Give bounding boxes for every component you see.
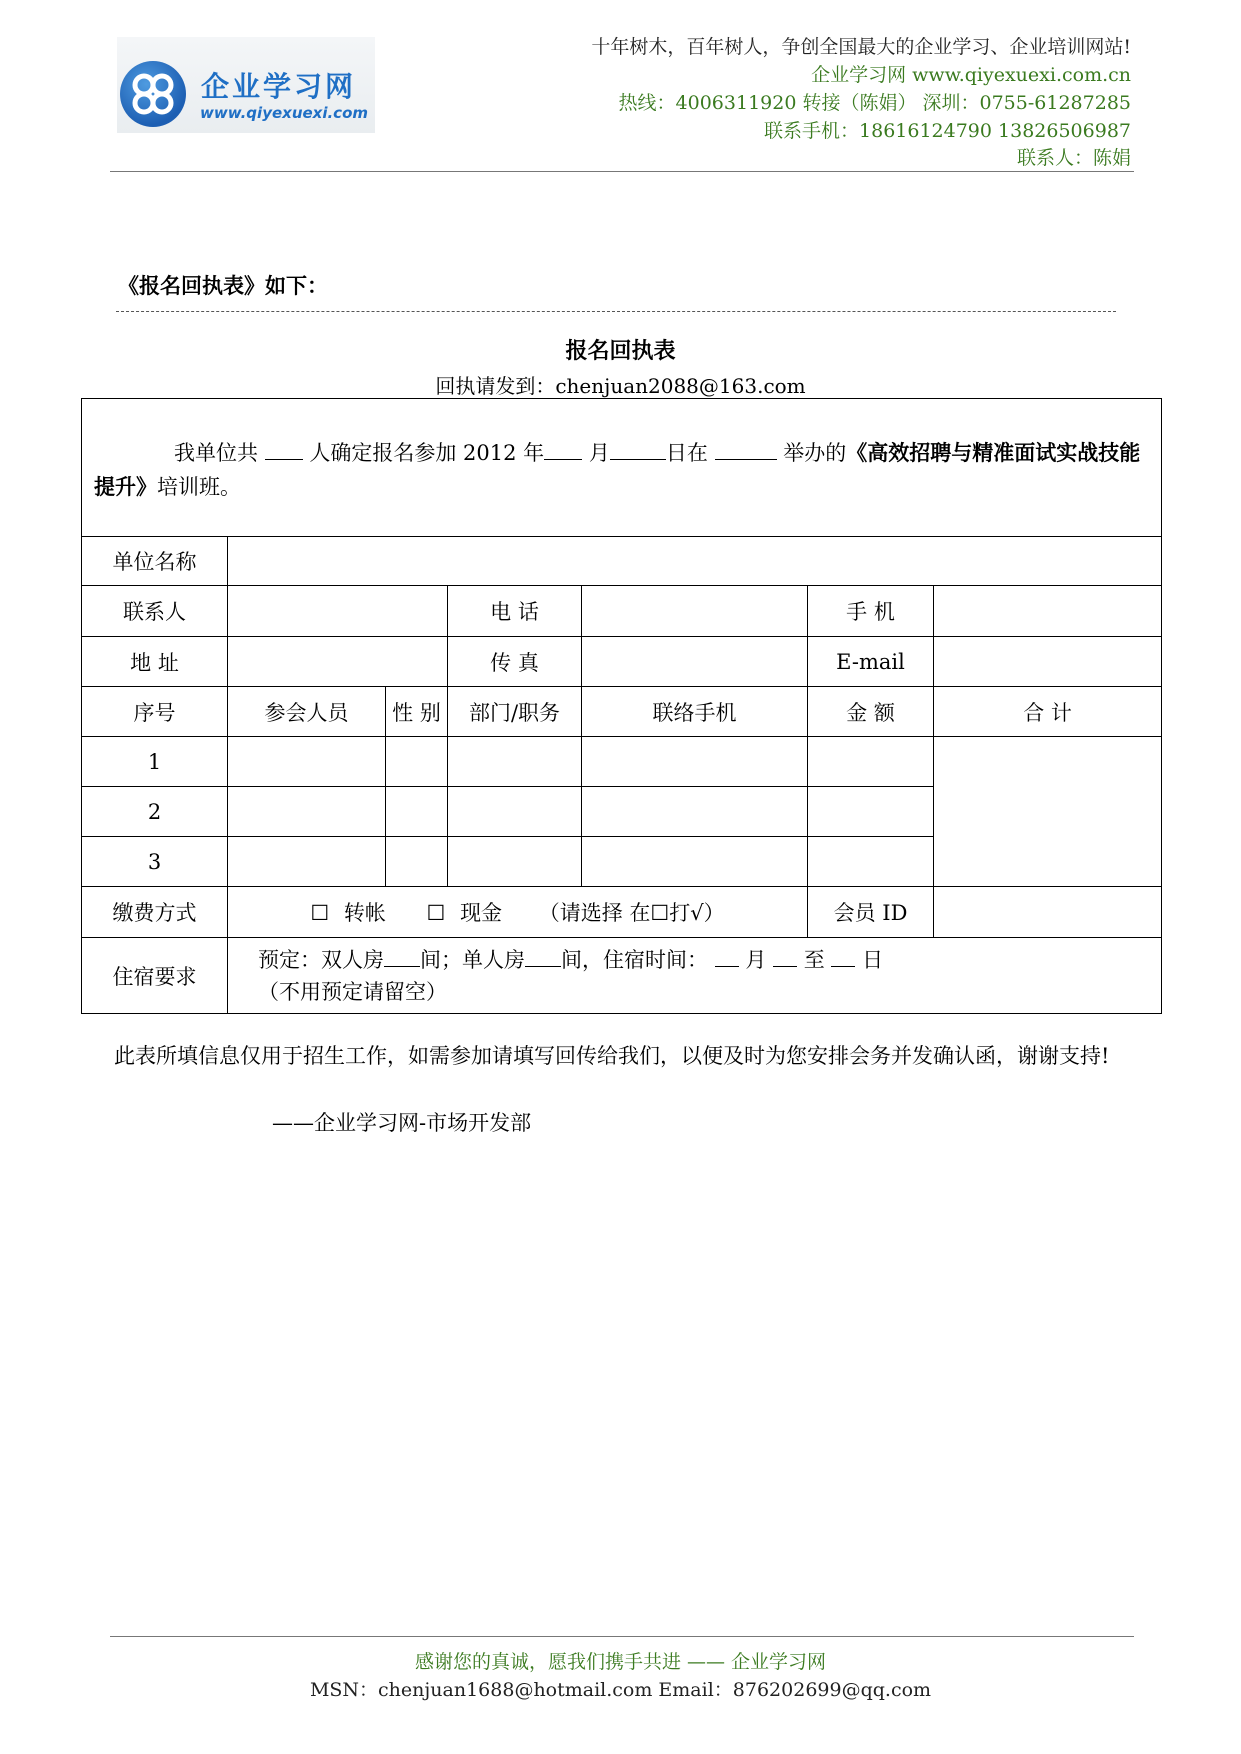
registration-form-table [81,398,1162,1014]
attendee-mobile-field[interactable] [582,787,808,837]
row-number: 3 [82,837,228,887]
gender-field[interactable] [386,787,448,837]
row-number: 1 [82,737,228,787]
participant-count-field[interactable] [265,441,303,460]
lodging-text: 月 [745,947,767,972]
phone-field[interactable] [582,586,808,637]
table-row [82,737,1162,787]
month-field[interactable] [544,441,582,460]
member-id-label: 会员 ID [808,887,934,938]
column-header: 部门/职务 [448,687,582,737]
contact-person-field[interactable] [228,586,448,637]
logo-text: 企业学习网 [201,70,357,103]
payment-label: 缴费方式 [82,887,228,938]
mobile-field[interactable] [934,586,1162,637]
gender-field[interactable] [386,737,448,787]
unit-name-label: 单位名称 [82,537,228,586]
amount-field[interactable] [808,787,934,837]
column-header: 性 别 [386,687,448,737]
amount-field[interactable] [808,837,934,887]
total-field[interactable] [934,737,1162,887]
intro-label: 《报名回执表》如下： [118,274,328,298]
column-header: 合 计 [934,687,1162,737]
double-room-field[interactable] [384,948,420,967]
attendee-name-field[interactable] [228,737,386,787]
phone-label: 电 话 [448,586,582,637]
lodging-start-day-field[interactable] [773,948,797,967]
day-field[interactable] [610,441,666,460]
statement-text: 举办的 [783,440,847,465]
column-header: 联络手机 [582,687,808,737]
logo-knot-icon [120,61,186,127]
department-field[interactable] [448,787,582,837]
department-field[interactable] [448,737,582,787]
payment-options [228,887,808,938]
header-contact: 联系人：陈娟 [1016,147,1131,169]
amount-field[interactable] [808,737,934,787]
statement-text: 我单位共 [174,440,258,465]
address-label: 地 址 [82,637,228,687]
email-label: E-mail [808,637,934,687]
single-room-field[interactable] [525,948,561,967]
attendee-name-field[interactable] [228,837,386,887]
cash-label: 现金 [460,901,503,925]
signoff-text: ——企业学习网-市场开发部 [272,1111,532,1135]
column-header: 序号 [82,687,228,737]
logo-url: www.qiyexuexi.com [200,104,369,122]
transfer-checkbox[interactable]: ☐ [310,901,330,925]
address-field[interactable] [228,637,448,687]
lodging-label: 住宿要求 [82,938,228,1014]
footer-divider [110,1636,1134,1637]
lodging-text: 间，住宿时间： [561,947,708,972]
column-header: 金 额 [808,687,934,737]
statement-text: 日在 [665,440,708,465]
statement-text: 月 [588,440,610,465]
payment-hint: （请选择 在☐打√） [538,901,725,925]
department-field[interactable] [448,837,582,887]
mobile-label: 手 机 [808,586,934,637]
lodging-end-day-field[interactable] [831,948,855,967]
lodging-text: 至 [803,947,825,972]
header-divider [110,171,1134,172]
dashed-separator [116,311,1116,312]
notice-text: 此表所填信息仅用于招生工作，如需参加请填写回传给我们，以便及时为您安排会务并发确认函，谢谢支持! [114,1044,1110,1068]
lodging-note: （不用预定请留空） [258,979,447,1004]
header-hotline: 热线：4006311920 转接（陈娟） 深圳：0755-61287285 [618,92,1131,114]
fax-label: 传 真 [448,637,582,687]
email-field[interactable] [934,637,1162,687]
lodging-text: 预定：双人房 [258,947,384,972]
form-send-to: 回执请发到：chenjuan2088@163.com [435,374,806,398]
lodging-cell [228,938,1162,1014]
statement-text: 人确定报名参加 2012 年 [309,440,545,465]
unit-name-field[interactable] [228,537,1162,586]
lodging-text: 间；单人房 [420,947,525,972]
gender-field[interactable] [386,837,448,887]
attendee-mobile-field[interactable] [582,837,808,887]
contact-person-label: 联系人 [82,586,228,637]
company-logo [117,37,375,133]
header-slogan: 十年树木，百年树人，争创全国最大的企业学习、企业培训网站! [591,36,1131,58]
lodging-text: 日 [862,947,884,972]
member-id-field[interactable] [934,887,1162,938]
attendee-mobile-field[interactable] [582,737,808,787]
transfer-label: 转帐 [343,901,386,925]
footer-contact: MSN：chenjuan1688@hotmail.com Email：876202699@qq.com [309,1679,932,1701]
footer-thanks: 感谢您的真诚，愿我们携手共进 —— 企业学习网 [414,1651,827,1673]
column-header: 参会人员 [228,687,386,737]
header-site-line: 企业学习网 www.qiyexuexi.com.cn [811,64,1131,86]
statement-cell [82,399,1162,537]
fax-field[interactable] [582,637,808,687]
statement-text: 培训班。 [157,474,241,499]
lodging-month-field[interactable] [715,948,739,967]
location-field[interactable] [715,441,777,460]
row-number: 2 [82,787,228,837]
cash-checkbox[interactable]: ☐ [426,901,446,925]
attendee-name-field[interactable] [228,787,386,837]
course-title: 《高效招聘与精准面试实战技能提升》 [94,440,1141,499]
form-title: 报名回执表 [565,339,676,364]
header-mobile: 联系手机：18616124790 13826506987 [764,120,1131,142]
